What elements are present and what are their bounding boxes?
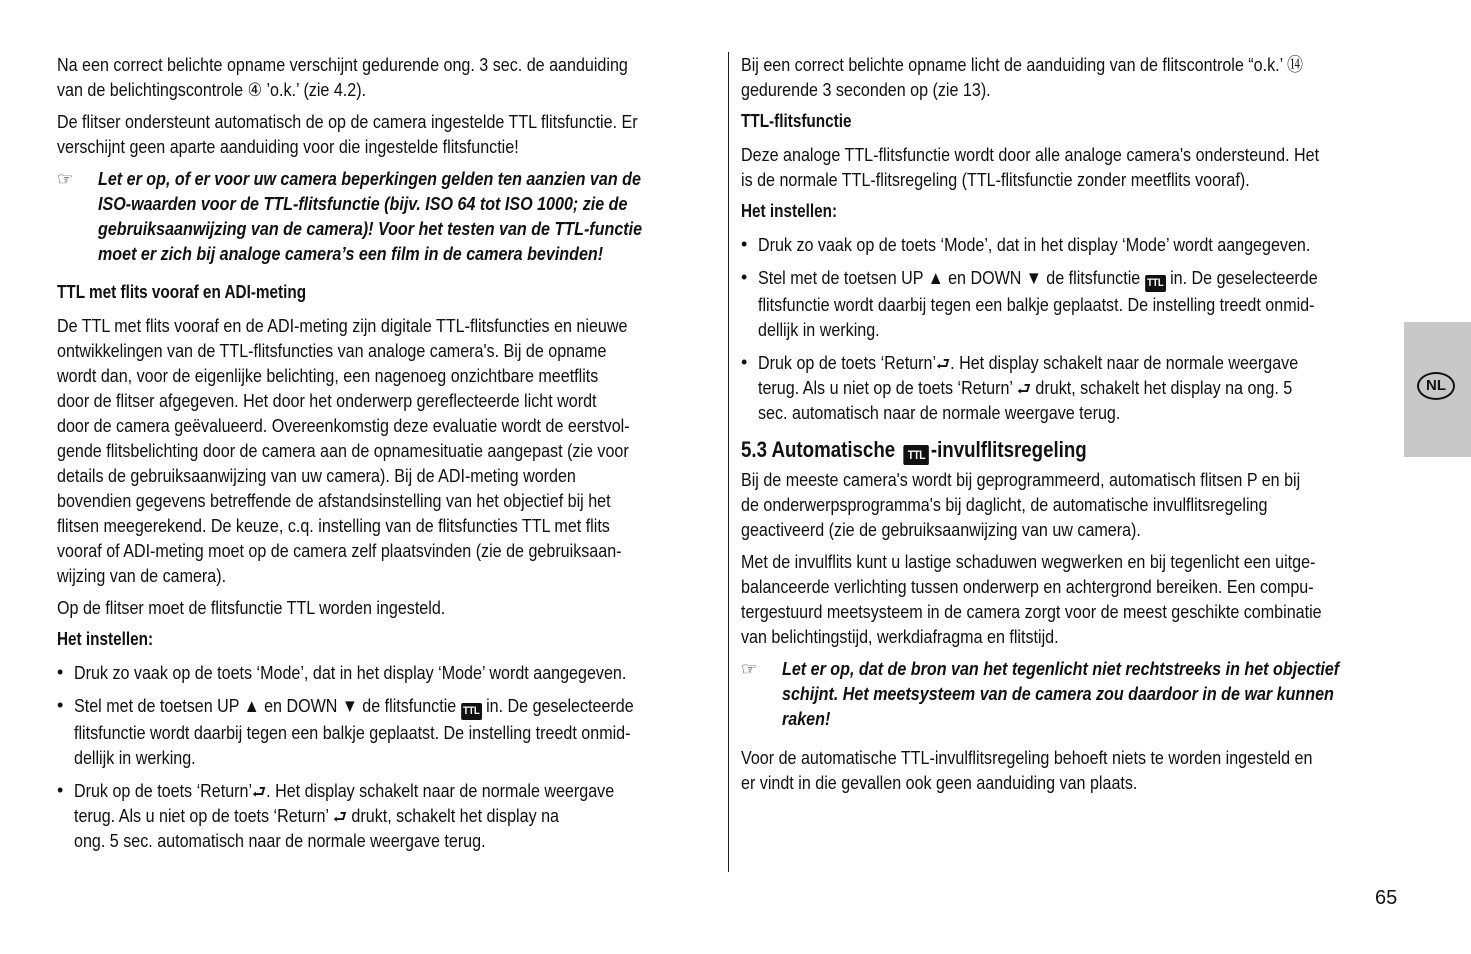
text-line: vooraf of ADI-meting moet op de camera zelf plaatsvinden (zie de gebruiksaan- bbox=[57, 540, 622, 561]
text-fragment: . Het display schakelt naar de normale weergave bbox=[266, 780, 615, 801]
bullet-icon: • bbox=[741, 352, 748, 372]
text-line: Op de flitser moet de flitsfunctie TTL worden ingesteld. bbox=[57, 597, 446, 618]
ttl-mode-icon: TTL bbox=[461, 703, 482, 720]
text-line: ISO-waarden voor de TTL-flitsfunctie (bijv. ISO 64 tot ISO 1000; zie de bbox=[98, 193, 628, 214]
left-column bbox=[57, 52, 717, 861]
text-fragment: Stel met de toetsen UP ▲ en DOWN ▼ de flitsfunctie bbox=[758, 267, 1141, 288]
text-line: er vindt in die gevallen ook geen aanduiding van plaats. bbox=[741, 772, 1138, 793]
text-line: van de belichtingscontrole ④ ’o.k.’ (zie 4.2). bbox=[57, 79, 367, 100]
text-line: Bij een correct belichte opname licht de aanduiding van de flitscontrole “o.k.’ ⑭ bbox=[741, 54, 1304, 75]
text-line: ong. 5 sec. automatisch naar de normale weergave terug. bbox=[74, 830, 486, 851]
paragraph bbox=[57, 109, 717, 159]
text-line: van belichtingstijd, werkdiafragma en flitstijd. bbox=[741, 626, 1059, 647]
text-line: ontwikkelingen van de TTL-flitsfuncties van analoge camera's. Bij de opname bbox=[57, 340, 607, 361]
text-line: Bij de meeste camera's wordt bij geprogrammeerd, automatisch flitsen P en bij bbox=[741, 469, 1301, 490]
text-line bbox=[74, 778, 633, 803]
paragraph bbox=[57, 595, 717, 620]
text-line: tergestuurd meetsysteem in de camera zorgt voor de meest geschikte combinatie bbox=[741, 601, 1322, 622]
paragraph bbox=[741, 52, 1401, 102]
text-fragment: -invulflitsregeling bbox=[930, 437, 1087, 462]
text-line bbox=[758, 350, 1317, 375]
text-line bbox=[74, 693, 633, 720]
text-fragment: Druk op de toets ‘Return’ bbox=[74, 780, 253, 801]
text-fragment: . Het display schakelt naar de normale weergave bbox=[950, 352, 1299, 373]
text-line: flitsfunctie wordt daarbij tegen een balkje geplaatst. De instelling treedt onmid- bbox=[758, 294, 1315, 315]
page-number: 65 bbox=[1375, 887, 1398, 909]
text-line: Voor de automatische TTL-invulflitsregeling behoeft niets te worden ingesteld en bbox=[741, 747, 1313, 768]
text-line bbox=[74, 803, 633, 828]
language-tab bbox=[1404, 322, 1471, 457]
text-line: gebruiksaanwijzing van de camera)! Voor het testen van de TTL-functie bbox=[98, 218, 643, 239]
text-line: wijzing van de camera). bbox=[57, 565, 227, 586]
text-fragment: drukt, schakelt het display na bbox=[351, 805, 559, 826]
text-line: is de normale TTL-flitsregeling (TTL-flitsfunctie zonder meetflits vooraf). bbox=[741, 169, 1250, 190]
text-line bbox=[758, 375, 1317, 400]
text-line: door de flitser afgegeven. Het door het onderwerp gereflecteerde licht wordt bbox=[57, 390, 597, 411]
list-item bbox=[57, 778, 717, 853]
return-key-icon: ⮐ bbox=[936, 354, 951, 374]
text-line: flitsen meegerekend. De keuze, c.q. instelling van de flitsfuncties TTL met flits bbox=[57, 515, 610, 536]
text-line: Let er op, of er voor uw camera beperkingen gelden ten aanzien van de bbox=[98, 168, 641, 189]
ttl-mode-icon: TTL bbox=[1145, 275, 1166, 292]
paragraph bbox=[741, 142, 1401, 192]
text-line: wordt dan, voor de eigenlijke belichting, een nagenoeg onzichtbare meetflits bbox=[57, 365, 599, 386]
text-fragment: 5.3 Automatische bbox=[741, 437, 896, 462]
pointing-hand-icon: ☞ bbox=[741, 659, 758, 679]
subheading: TTL-flitsfunctie bbox=[741, 111, 852, 131]
text-line: gende flitsbelichting door de camera aan de opnamesituatie aangepast (zie voor bbox=[57, 440, 629, 461]
list-item bbox=[57, 660, 717, 685]
text-line: moet er zich bij analoge camera’s een film in de camera bevinden! bbox=[98, 243, 604, 264]
return-key-icon: ⮐ bbox=[252, 782, 267, 802]
return-key-icon: ⮐ bbox=[1016, 379, 1031, 399]
text-line: De TTL met flits vooraf en de ADI-meting zijn digitale TTL-flitsfuncties en nieuwe bbox=[57, 315, 628, 336]
text-line: schijnt. Het meetsysteem van de camera zou daardoor in de war kunnen bbox=[782, 683, 1334, 704]
text-fragment: Druk op de toets ‘Return’ bbox=[758, 352, 937, 373]
paragraph bbox=[57, 52, 717, 102]
bullet-icon: • bbox=[57, 662, 64, 682]
text-line: dellijk in werking. bbox=[74, 747, 196, 768]
text-line: bovendien gegevens betreffende de afstandsinstelling van het objectief bij het bbox=[57, 490, 611, 511]
subheading: Het instellen: bbox=[57, 629, 154, 649]
column-divider bbox=[728, 52, 729, 872]
list-item bbox=[741, 265, 1401, 342]
subheading: Het instellen: bbox=[741, 201, 838, 221]
text-line: dellijk in werking. bbox=[758, 319, 880, 340]
paragraph bbox=[57, 313, 717, 588]
note-block bbox=[741, 656, 1401, 731]
paragraph bbox=[741, 745, 1401, 795]
text-line: Met de invulflits kunt u lastige schaduwen wegwerken en bij tegenlicht een uitge- bbox=[741, 551, 1316, 572]
paragraph bbox=[741, 467, 1401, 542]
text-line bbox=[758, 265, 1317, 292]
note-block bbox=[57, 166, 717, 266]
text-line: door de camera geëvalueerd. Overeenkomstig deze evaluatie wordt de eerstvol- bbox=[57, 415, 630, 436]
text-line: balanceerde verlichting tussen onderwerp en achtergrond bereiken. Een compu- bbox=[741, 576, 1314, 597]
bullet-icon: • bbox=[57, 695, 64, 715]
pointing-hand-icon: ☞ bbox=[57, 169, 74, 189]
text-line: flitsfunctie wordt daarbij tegen een balkje geplaatst. De instelling treedt onmid- bbox=[74, 722, 631, 743]
text-line: verschijnt geen aparte aanduiding voor die ingestelde flitsfunctie! bbox=[57, 136, 519, 157]
text-line: geactiveerd (zie de gebruiksaanwijzing van uw camera). bbox=[741, 519, 1141, 540]
text-fragment: terug. Als u niet op de toets ‘Return’ bbox=[758, 377, 1013, 398]
language-badge: NL bbox=[1417, 372, 1455, 400]
text-line: raken! bbox=[782, 708, 831, 729]
return-key-icon: ⮐ bbox=[332, 807, 347, 827]
ttl-mode-icon: TTL bbox=[904, 445, 930, 465]
list-item bbox=[57, 693, 717, 770]
text-line: Druk zo vaak op de toets ‘Mode’, dat in het display ‘Mode’ wordt aangegeven. bbox=[758, 234, 1311, 255]
text-fragment: Stel met de toetsen UP ▲ en DOWN ▼ de flitsfunctie bbox=[74, 695, 457, 716]
text-line: Deze analoge TTL-flitsfunctie wordt door alle analoge camera's ondersteund. Het bbox=[741, 144, 1320, 165]
text-line: De flitser ondersteunt automatisch de op de camera ingestelde TTL flitsfunctie. Er bbox=[57, 111, 638, 132]
text-line: de onderwerpsprogramma's bij daglicht, de automatische invulflitsregeling bbox=[741, 494, 1268, 515]
text-fragment: in. De geselecteerde bbox=[1170, 267, 1318, 288]
text-line: Druk zo vaak op de toets ‘Mode’, dat in het display ‘Mode’ wordt aangegeven. bbox=[74, 662, 627, 683]
right-column bbox=[741, 52, 1401, 802]
section-title bbox=[741, 435, 1302, 465]
text-fragment: terug. Als u niet op de toets ‘Return’ bbox=[74, 805, 329, 826]
bullet-icon: • bbox=[57, 780, 64, 800]
paragraph bbox=[741, 549, 1401, 649]
text-line: details de gebruiksaanwijzing van uw camera). Bij de ADI-meting worden bbox=[57, 465, 576, 486]
subheading: TTL met flits vooraf en ADI-meting bbox=[57, 282, 307, 302]
text-fragment: in. De geselecteerde bbox=[486, 695, 634, 716]
text-line: gedurende 3 seconden op (zie 13). bbox=[741, 79, 991, 100]
list-item bbox=[741, 232, 1401, 257]
text-line: Na een correct belichte opname verschijnt gedurende ong. 3 sec. de aanduiding bbox=[57, 54, 628, 75]
bullet-icon: • bbox=[741, 234, 748, 254]
text-line: Let er op, dat de bron van het tegenlicht niet rechtstreeks in het objectief bbox=[782, 658, 1340, 679]
text-fragment: drukt, schakelt het display na ong. 5 bbox=[1035, 377, 1293, 398]
list-item bbox=[741, 350, 1401, 425]
bullet-icon: • bbox=[741, 267, 748, 287]
text-line: sec. automatisch naar de normale weergave terug. bbox=[758, 402, 1121, 423]
